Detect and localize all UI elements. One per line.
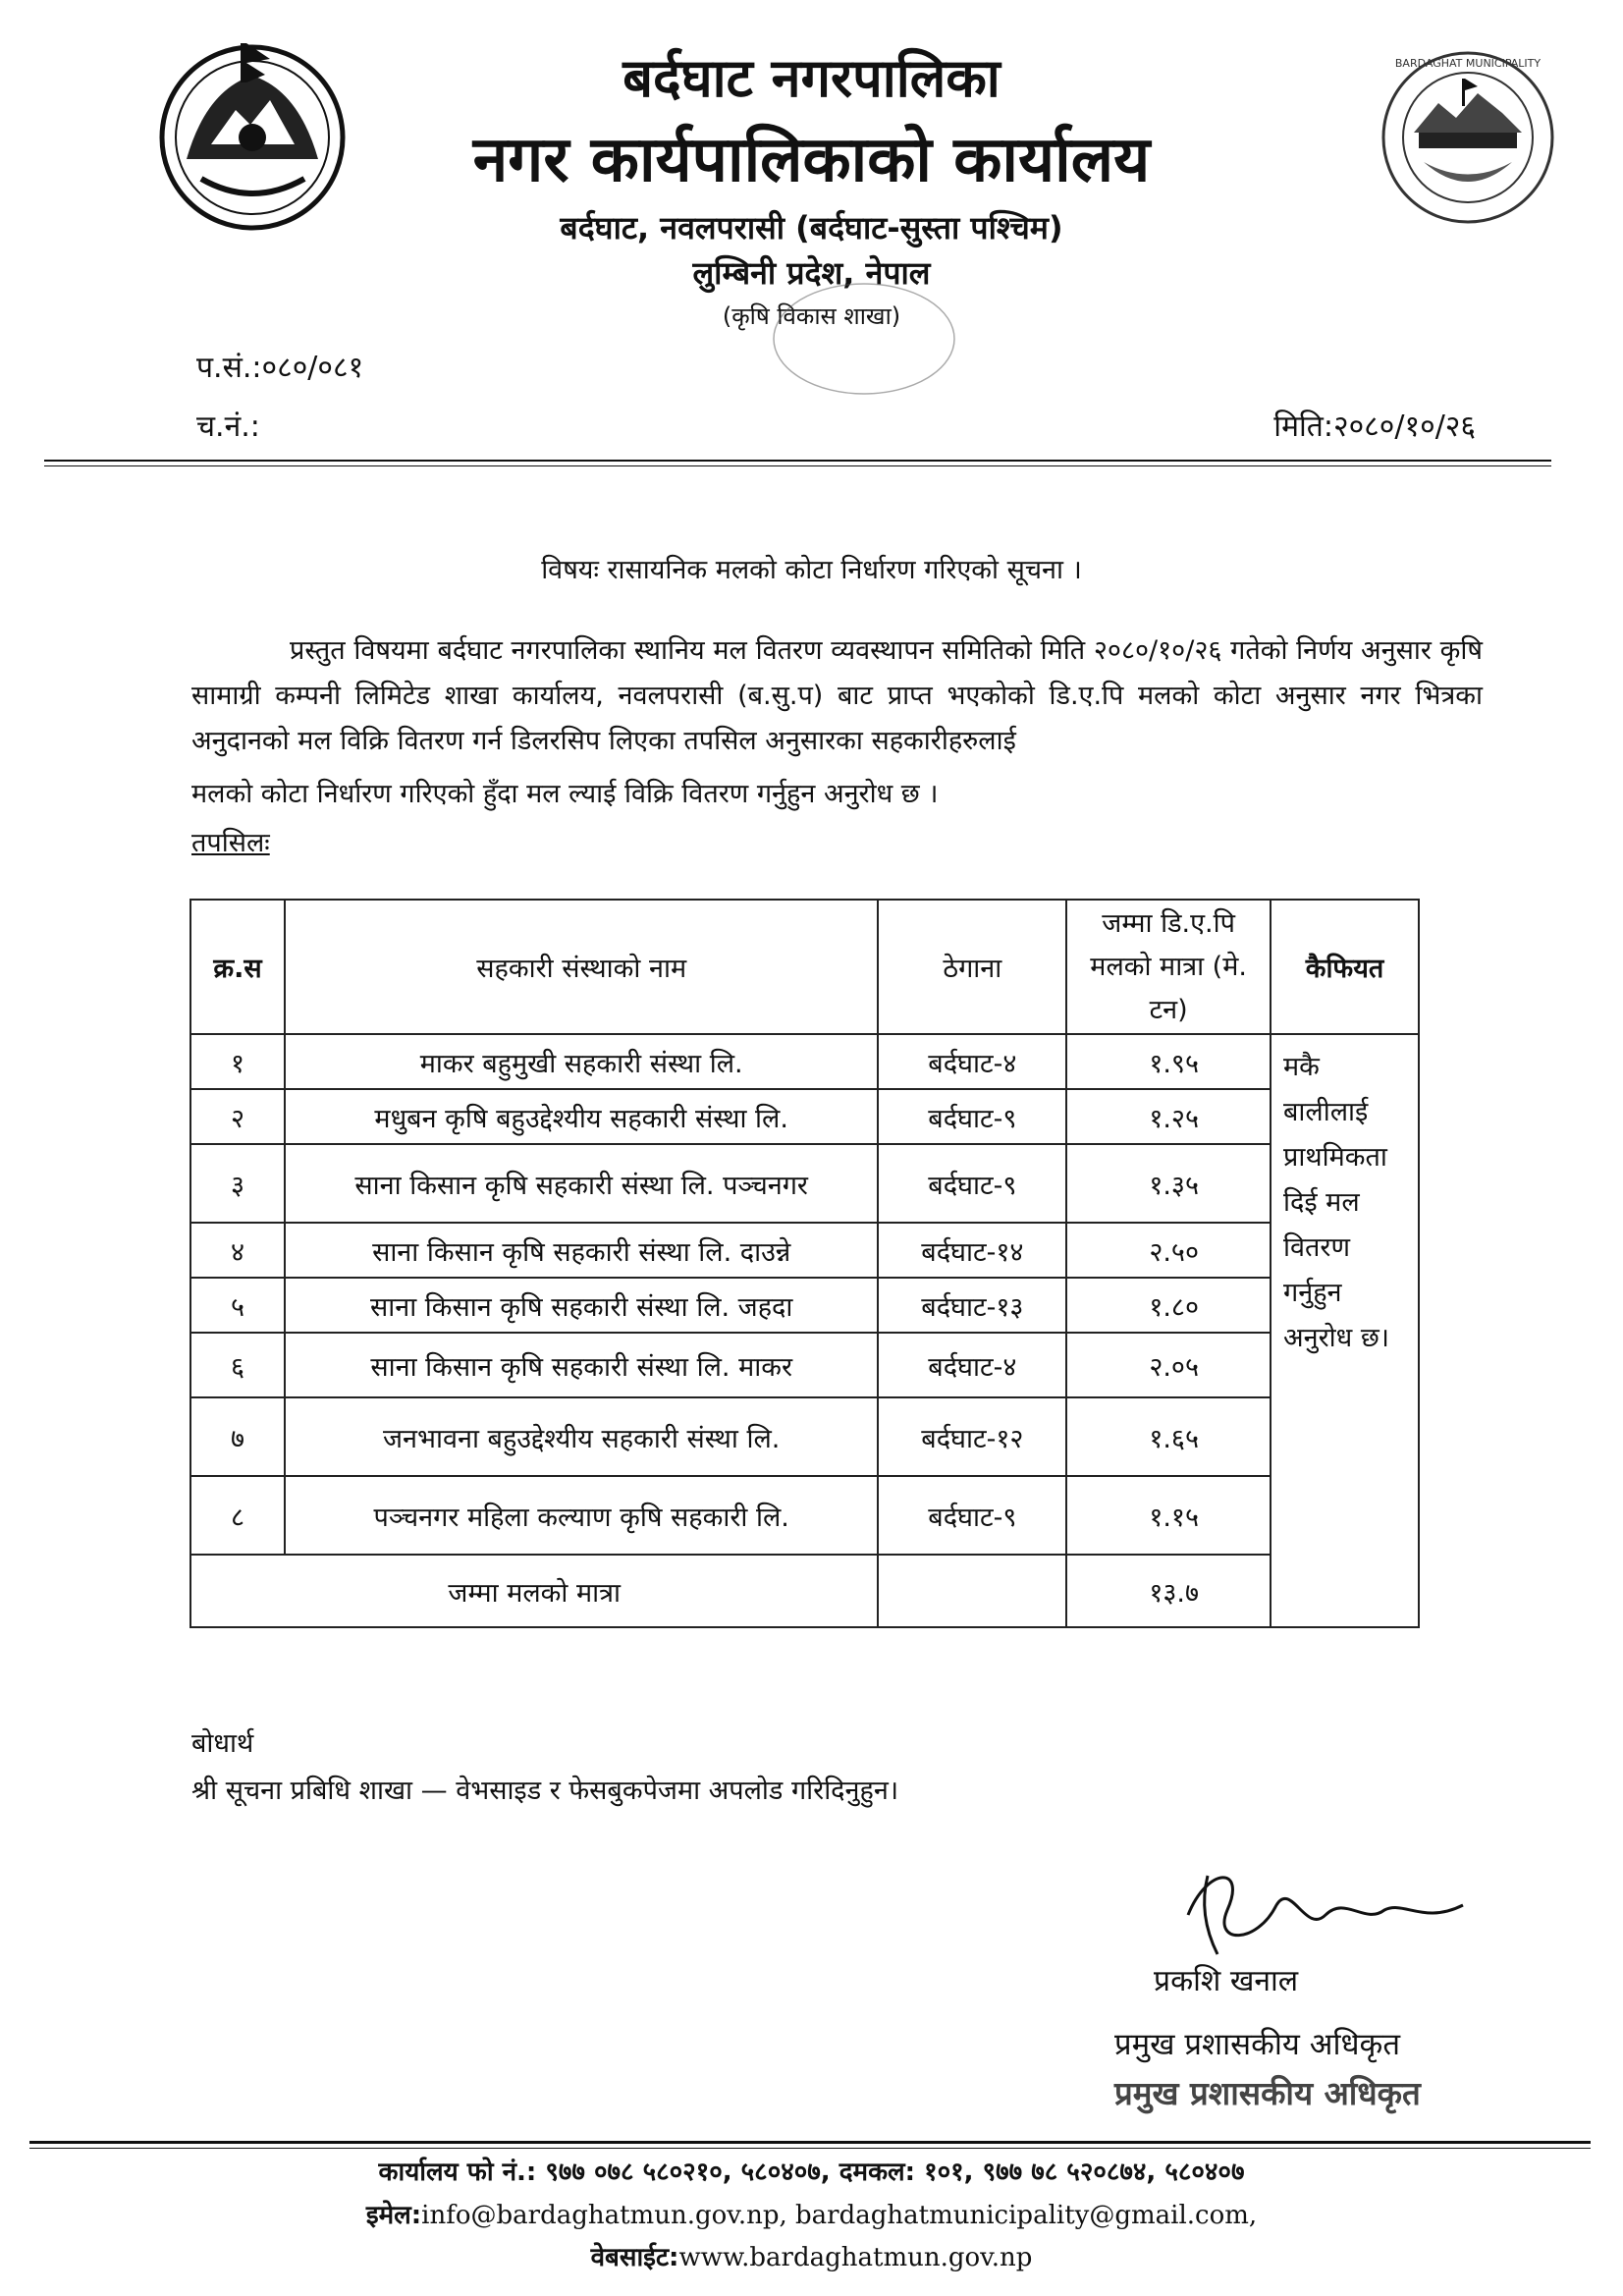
cell-address: बर्दघाट-१४	[878, 1223, 1066, 1278]
body-paragraph: प्रस्तुत विषयमा बर्दघाट नगरपालिका स्थानिय मल वितरण व्यवस्थापन समितिको मिति २०८०/१०/२६ गतेको निर्णय अनुसार कृषि सामाग्री कम्पनी लिमिटेड शाखा कार्यालय, नवलपरासी (ब.सु.प) बाट प्राप्त भएकोको डि.ए.पि मलको कोटा अनुसार नगर भित्रका अनुदानको मल विक्रि वितरण गर्न डिलरसिप लिएका तपसिल अनुसारका सहकारीहरुलाई	[191, 635, 1483, 756]
col-header-name: सहकारी संस्थाको नाम	[285, 900, 879, 1034]
footer-divider	[29, 2141, 1591, 2144]
cell-qty: २.५०	[1066, 1223, 1271, 1278]
body-paragraph-end: मलको कोटा निर्धारण गरिएको हुँदा मल ल्याई विक्रि वितरण गर्नुहुन अनुरोध छ ।	[191, 779, 939, 809]
header-divider-thin	[44, 465, 1551, 466]
municipality-name: बर्दघाट नगरपालिका	[622, 47, 1001, 109]
cell-sn: २	[190, 1089, 285, 1144]
table-header-row	[190, 900, 1419, 1034]
cell-address: बर्दघाट-१२	[878, 1397, 1066, 1476]
cell-name: साना किसान कृषि सहकारी संस्था लि. पञ्चनगर	[285, 1144, 879, 1223]
col-header-sn: क्र.स	[190, 900, 285, 1034]
branch-name: (कृषि विकास शाखा)	[722, 302, 901, 330]
cc-label: बोधार्थ	[191, 1728, 254, 1759]
footer-phone	[0, 2153, 1623, 2188]
office-stamp-icon	[766, 280, 962, 408]
total-value: १३.७	[1066, 1555, 1271, 1627]
details-label: तपसिलः	[191, 828, 270, 858]
col-header-remarks: कैफियत	[1271, 900, 1419, 1034]
address-line-1: बर्दघाट, नवलपरासी (बर्दघाट-सुस्ता पश्चिम)	[560, 209, 1063, 246]
fertilizer-quota-table	[189, 899, 1420, 1628]
subject-line: विषयः रासायनिक मलको कोटा निर्धारण गरिएको सूचना ।	[541, 555, 1082, 585]
cell-address: बर्दघाट-४	[878, 1333, 1066, 1397]
dispatch-number: च.नं.:	[196, 410, 260, 444]
cell-name: माकर बहुमुखी सहकारी संस्था लि.	[285, 1034, 879, 1089]
cell-qty: १.९५	[1066, 1034, 1271, 1089]
email-value[interactable]: info@bardaghatmun.gov.np, bardaghatmunicipality@gmail.com,	[421, 2201, 1258, 2230]
cell-qty: १.२५	[1066, 1089, 1271, 1144]
phone-value: ९७७ ०७८ ५८०२१०, ५८०४०७, दमकल: १०१, ९७७ ७८ ५२०८७४, ५८०४०७	[545, 2158, 1245, 2187]
cell-name: साना किसान कृषि सहकारी संस्था लि. जहदा	[285, 1278, 879, 1333]
total-label: जम्मा मलको मात्रा	[190, 1555, 878, 1627]
cell-name: जनभावना बहुउद्देश्यीय सहकारी संस्था लि.	[285, 1397, 879, 1476]
designation-stamp: प्रमुख प्रशासकीय अधिकृत	[1114, 2074, 1421, 2112]
letter-date: मिति:२०८०/१०/२६	[1273, 410, 1476, 444]
logo-text: BARDAGHAT MUNICIPALITY	[1394, 57, 1542, 70]
website-link[interactable]: www.bardaghatmun.gov.np	[678, 2243, 1033, 2272]
cell-sn: ६	[190, 1333, 285, 1397]
signature-icon	[1168, 1856, 1483, 1974]
header-divider	[44, 460, 1551, 462]
col-header-qty: जम्मा डि.ए.पि मलको मात्रा (मे. टन)	[1066, 900, 1271, 1034]
cell-address: बर्दघाट-४	[878, 1034, 1066, 1089]
cell-name: पञ्चनगर महिला कल्याण कृषि सहकारी लि.	[285, 1476, 879, 1555]
cell-address: बर्दघाट-९	[878, 1144, 1066, 1223]
table-row	[190, 1144, 1419, 1223]
cell-qty: १.८०	[1066, 1278, 1271, 1333]
cell-remarks: मकै बालीलाई प्राथमिकता दिई मल वितरण गर्नुहुन अनुरोध छ।	[1271, 1034, 1419, 1627]
cell-sn: १	[190, 1034, 285, 1089]
table-row	[190, 1397, 1419, 1476]
cc-text: श्री सूचना प्रबिधि शाखा — वेभसाइड र फेसबुकपेजमा अपलोड गरिदिनुहुन।	[191, 1776, 899, 1806]
cell-address-empty	[878, 1555, 1066, 1627]
table-row	[190, 1476, 1419, 1555]
table-row	[190, 1333, 1419, 1397]
signer-designation: प्रमुख प्रशासकीय अधिकृत	[1114, 2027, 1401, 2062]
table-row	[190, 1089, 1419, 1144]
cell-name: साना किसान कृषि सहकारी संस्था लि. माकर	[285, 1333, 879, 1397]
cell-address: बर्दघाट-९	[878, 1476, 1066, 1555]
col-header-address: ठेगाना	[878, 900, 1066, 1034]
cell-sn: ३	[190, 1144, 285, 1223]
reference-number: प.सं.:०८०/०८१	[196, 351, 364, 385]
table-row	[190, 1278, 1419, 1333]
cell-name: मधुबन कृषि बहुउद्देश्यीय सहकारी संस्था लि.	[285, 1089, 879, 1144]
phone-label: कार्यालय फो नं.:	[378, 2158, 537, 2187]
table-total-row	[190, 1555, 1419, 1627]
signer-name: प्रकशि खनाल	[1154, 1964, 1299, 1998]
table-row	[190, 1223, 1419, 1278]
cell-qty: १.१५	[1066, 1476, 1271, 1555]
footer-email	[0, 2196, 1623, 2231]
footer-website	[0, 2238, 1623, 2273]
cell-name: साना किसान कृषि सहकारी संस्था लि. दाउन्ने	[285, 1223, 879, 1278]
address-line-2: लुम्बिनी प्रदेश, नेपाल	[692, 254, 931, 292]
website-label: वेबसाईट:	[590, 2243, 679, 2272]
table-row	[190, 1034, 1419, 1089]
footer-divider-thin	[29, 2148, 1591, 2149]
cell-sn: ५	[190, 1278, 285, 1333]
cell-address: बर्दघाट-९	[878, 1089, 1066, 1144]
cell-address: बर्दघाट-१३	[878, 1278, 1066, 1333]
cell-qty: १.३५	[1066, 1144, 1271, 1223]
cell-qty: १.६५	[1066, 1397, 1271, 1476]
cell-sn: ८	[190, 1476, 285, 1555]
cell-sn: ७	[190, 1397, 285, 1476]
email-label: इमेल:	[365, 2201, 422, 2230]
office-name: नगर कार्यपालिकाको कार्यालय	[472, 124, 1151, 196]
cell-qty: २.०५	[1066, 1333, 1271, 1397]
cell-sn: ४	[190, 1223, 285, 1278]
